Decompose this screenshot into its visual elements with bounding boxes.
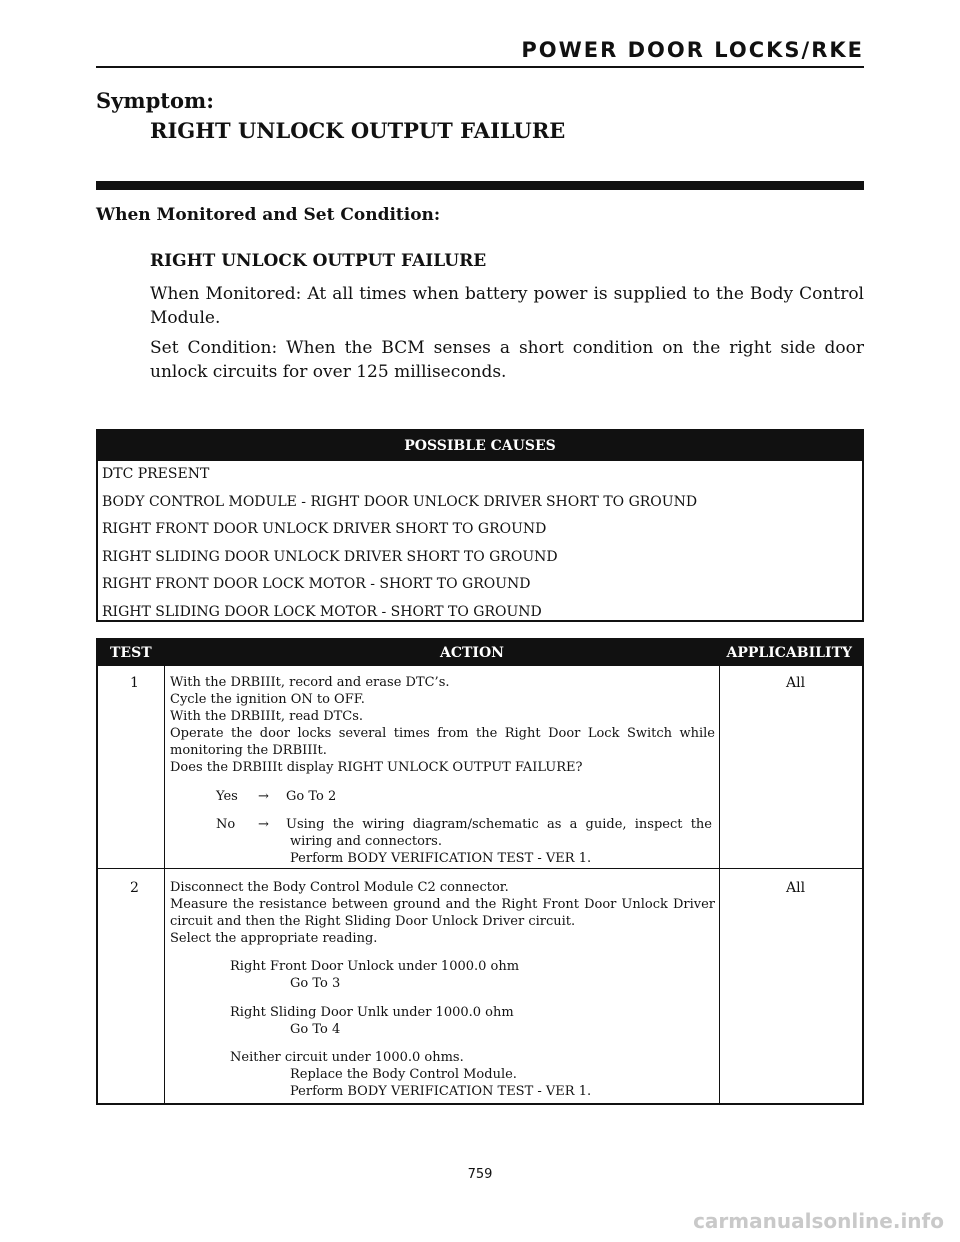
action-line: Measure the resistance between ground and the Right Front Door Unlock Driver: [170, 897, 715, 912]
test-table-header: [98, 640, 862, 666]
test-table: [96, 638, 864, 1105]
header-action: ACTION: [440, 645, 504, 661]
reading-option: Right Sliding Door Unlk under 1000.0 ohm: [230, 1005, 514, 1020]
test-applicability: All: [786, 880, 806, 896]
action-line: Operate the door locks several times from the Right Door Lock Switch while: [170, 726, 715, 741]
action-line: With the DRBIIIt, record and erase DTC’s.: [170, 675, 450, 690]
header-test: TEST: [110, 645, 152, 661]
set-condition-text: Set Condition: When the BCM senses a short condition on the right side door unlock circuits for over 125 milliseconds.: [150, 338, 864, 382]
test-action: [170, 879, 715, 947]
when-monitored-subtitle: RIGHT UNLOCK OUTPUT FAILURE: [150, 251, 487, 271]
cause-item: RIGHT FRONT DOOR LOCK MOTOR - SHORT TO GROUND: [102, 576, 531, 592]
reading-result: Replace the Body Control Module.: [290, 1067, 517, 1082]
reading-result: Perform BODY VERIFICATION TEST - VER 1.: [290, 1084, 592, 1099]
cause-item: RIGHT SLIDING DOOR LOCK MOTOR - SHORT TO GROUND: [102, 603, 542, 620]
reading-option: Right Front Door Unlock under 1000.0 ohm: [230, 959, 520, 974]
section-title: POWER DOOR LOCKS/RKE: [521, 38, 864, 62]
when-monitored-text: When Monitored: At all times when battery power is supplied to the Body Control Module.: [150, 284, 864, 328]
page-number: 759: [467, 1167, 493, 1182]
section-divider: [96, 181, 864, 190]
action-line: Select the appropriate reading.: [170, 931, 378, 946]
header-applicability: APPLICABILITY: [726, 645, 852, 661]
no-result: Using the wiring diagram/schematic as a guide, inspect the: [286, 817, 712, 832]
action-line: Does the DRBIIIt display RIGHT UNLOCK OUTPUT FAILURE?: [170, 760, 583, 775]
watermark: carmanualsonline.info: [693, 1209, 944, 1233]
row-divider: [98, 868, 862, 869]
when-monitored-heading: When Monitored and Set Condition:: [96, 205, 441, 225]
column-divider: [719, 666, 720, 1103]
test-applicability: All: [786, 675, 806, 691]
cause-item: BODY CONTROL MODULE - RIGHT DOOR UNLOCK DRIVER SHORT TO GROUND: [102, 493, 698, 510]
cause-item: RIGHT FRONT DOOR UNLOCK DRIVER SHORT TO GROUND: [102, 521, 547, 537]
reading-result: Go To 4: [290, 1022, 341, 1037]
column-divider: [164, 666, 165, 1103]
no-result-line: Perform BODY VERIFICATION TEST - VER 1.: [290, 851, 592, 866]
test-number: 2: [130, 880, 139, 896]
action-line: monitoring the DRBIIIt.: [170, 743, 327, 758]
yes-label: Yes: [216, 789, 238, 804]
page-header: [96, 38, 864, 68]
possible-causes-header: POSSIBLE CAUSES: [98, 431, 862, 461]
no-label: No: [216, 817, 236, 832]
action-line: With the DRBIIIt, read DTCs.: [170, 709, 364, 724]
cause-item: DTC PRESENT: [102, 466, 210, 482]
action-line: circuit and then the Right Sliding Door Unlock Driver circuit.: [170, 914, 576, 929]
symptom-name: RIGHT UNLOCK OUTPUT FAILURE: [150, 118, 566, 143]
no-result-line: wiring and connectors.: [290, 834, 442, 849]
possible-causes-box: [96, 429, 864, 622]
cause-item: RIGHT SLIDING DOOR UNLOCK DRIVER SHORT TO GROUND: [102, 548, 558, 565]
reading-option: Neither circuit under 1000.0 ohms.: [230, 1050, 464, 1065]
reading-result: Go To 3: [290, 976, 341, 991]
symptom-label: Symptom:: [96, 88, 214, 113]
action-line: Cycle the ignition ON to OFF.: [170, 692, 365, 707]
arrow-icon: →: [258, 789, 269, 804]
arrow-icon: →: [258, 817, 269, 832]
action-line: Disconnect the Body Control Module C2 connector.: [170, 880, 509, 895]
test-number: 1: [130, 675, 139, 691]
test-action: [170, 674, 715, 776]
yes-result: Go To 2: [286, 789, 337, 804]
